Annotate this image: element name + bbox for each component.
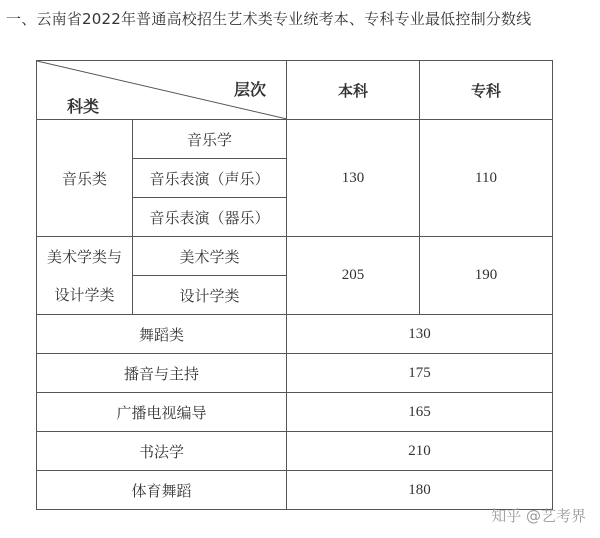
subject-cell: 美术学类: [133, 237, 287, 276]
subject-cell: 音乐表演（声乐）: [133, 159, 287, 198]
category-score: 175: [287, 354, 553, 393]
art-associate-score: 190: [420, 237, 553, 315]
music-bachelor-score: 130: [287, 120, 420, 237]
music-associate-score: 110: [420, 120, 553, 237]
table-row: [37, 120, 553, 159]
subject-cell: 音乐表演（器乐）: [133, 198, 287, 237]
category-name: 舞蹈类: [37, 315, 287, 354]
subject-cell: 音乐学: [133, 120, 287, 159]
category-score: 130: [287, 315, 553, 354]
table-row: [37, 237, 553, 276]
category-music: 音乐类: [37, 120, 133, 237]
category-name: 体育舞蹈: [37, 471, 287, 510]
category-name: 书法学: [37, 432, 287, 471]
table-corner-header: [37, 61, 287, 120]
category-name: 播音与主持: [37, 354, 287, 393]
category-name: 广播电视编导: [37, 393, 287, 432]
category-art-design: [37, 237, 133, 315]
category-score: 165: [287, 393, 553, 432]
category-art-line1: 美术学类与: [46, 247, 122, 266]
column-header-bachelor: 本科: [287, 61, 420, 120]
corner-category-label: 科类: [67, 97, 100, 116]
corner-level-label: 层次: [233, 80, 266, 99]
category-art-line2: 设计学类: [54, 285, 115, 304]
column-header-associate: 专科: [420, 61, 553, 120]
table-row: [37, 315, 553, 354]
table-row: [37, 393, 553, 432]
table-row: [37, 354, 553, 393]
table-row: [37, 471, 553, 510]
art-bachelor-score: 205: [287, 237, 420, 315]
table-row: [37, 432, 553, 471]
page-heading: 一、云南省2022年普通高校招生艺术类专业统考本、专科专业最低控制分数线: [6, 10, 532, 28]
subject-cell: 设计学类: [133, 276, 287, 315]
category-score: 180: [287, 471, 553, 510]
watermark: 知乎 @艺考界: [491, 507, 586, 525]
score-table: [36, 60, 553, 510]
category-score: 210: [287, 432, 553, 471]
